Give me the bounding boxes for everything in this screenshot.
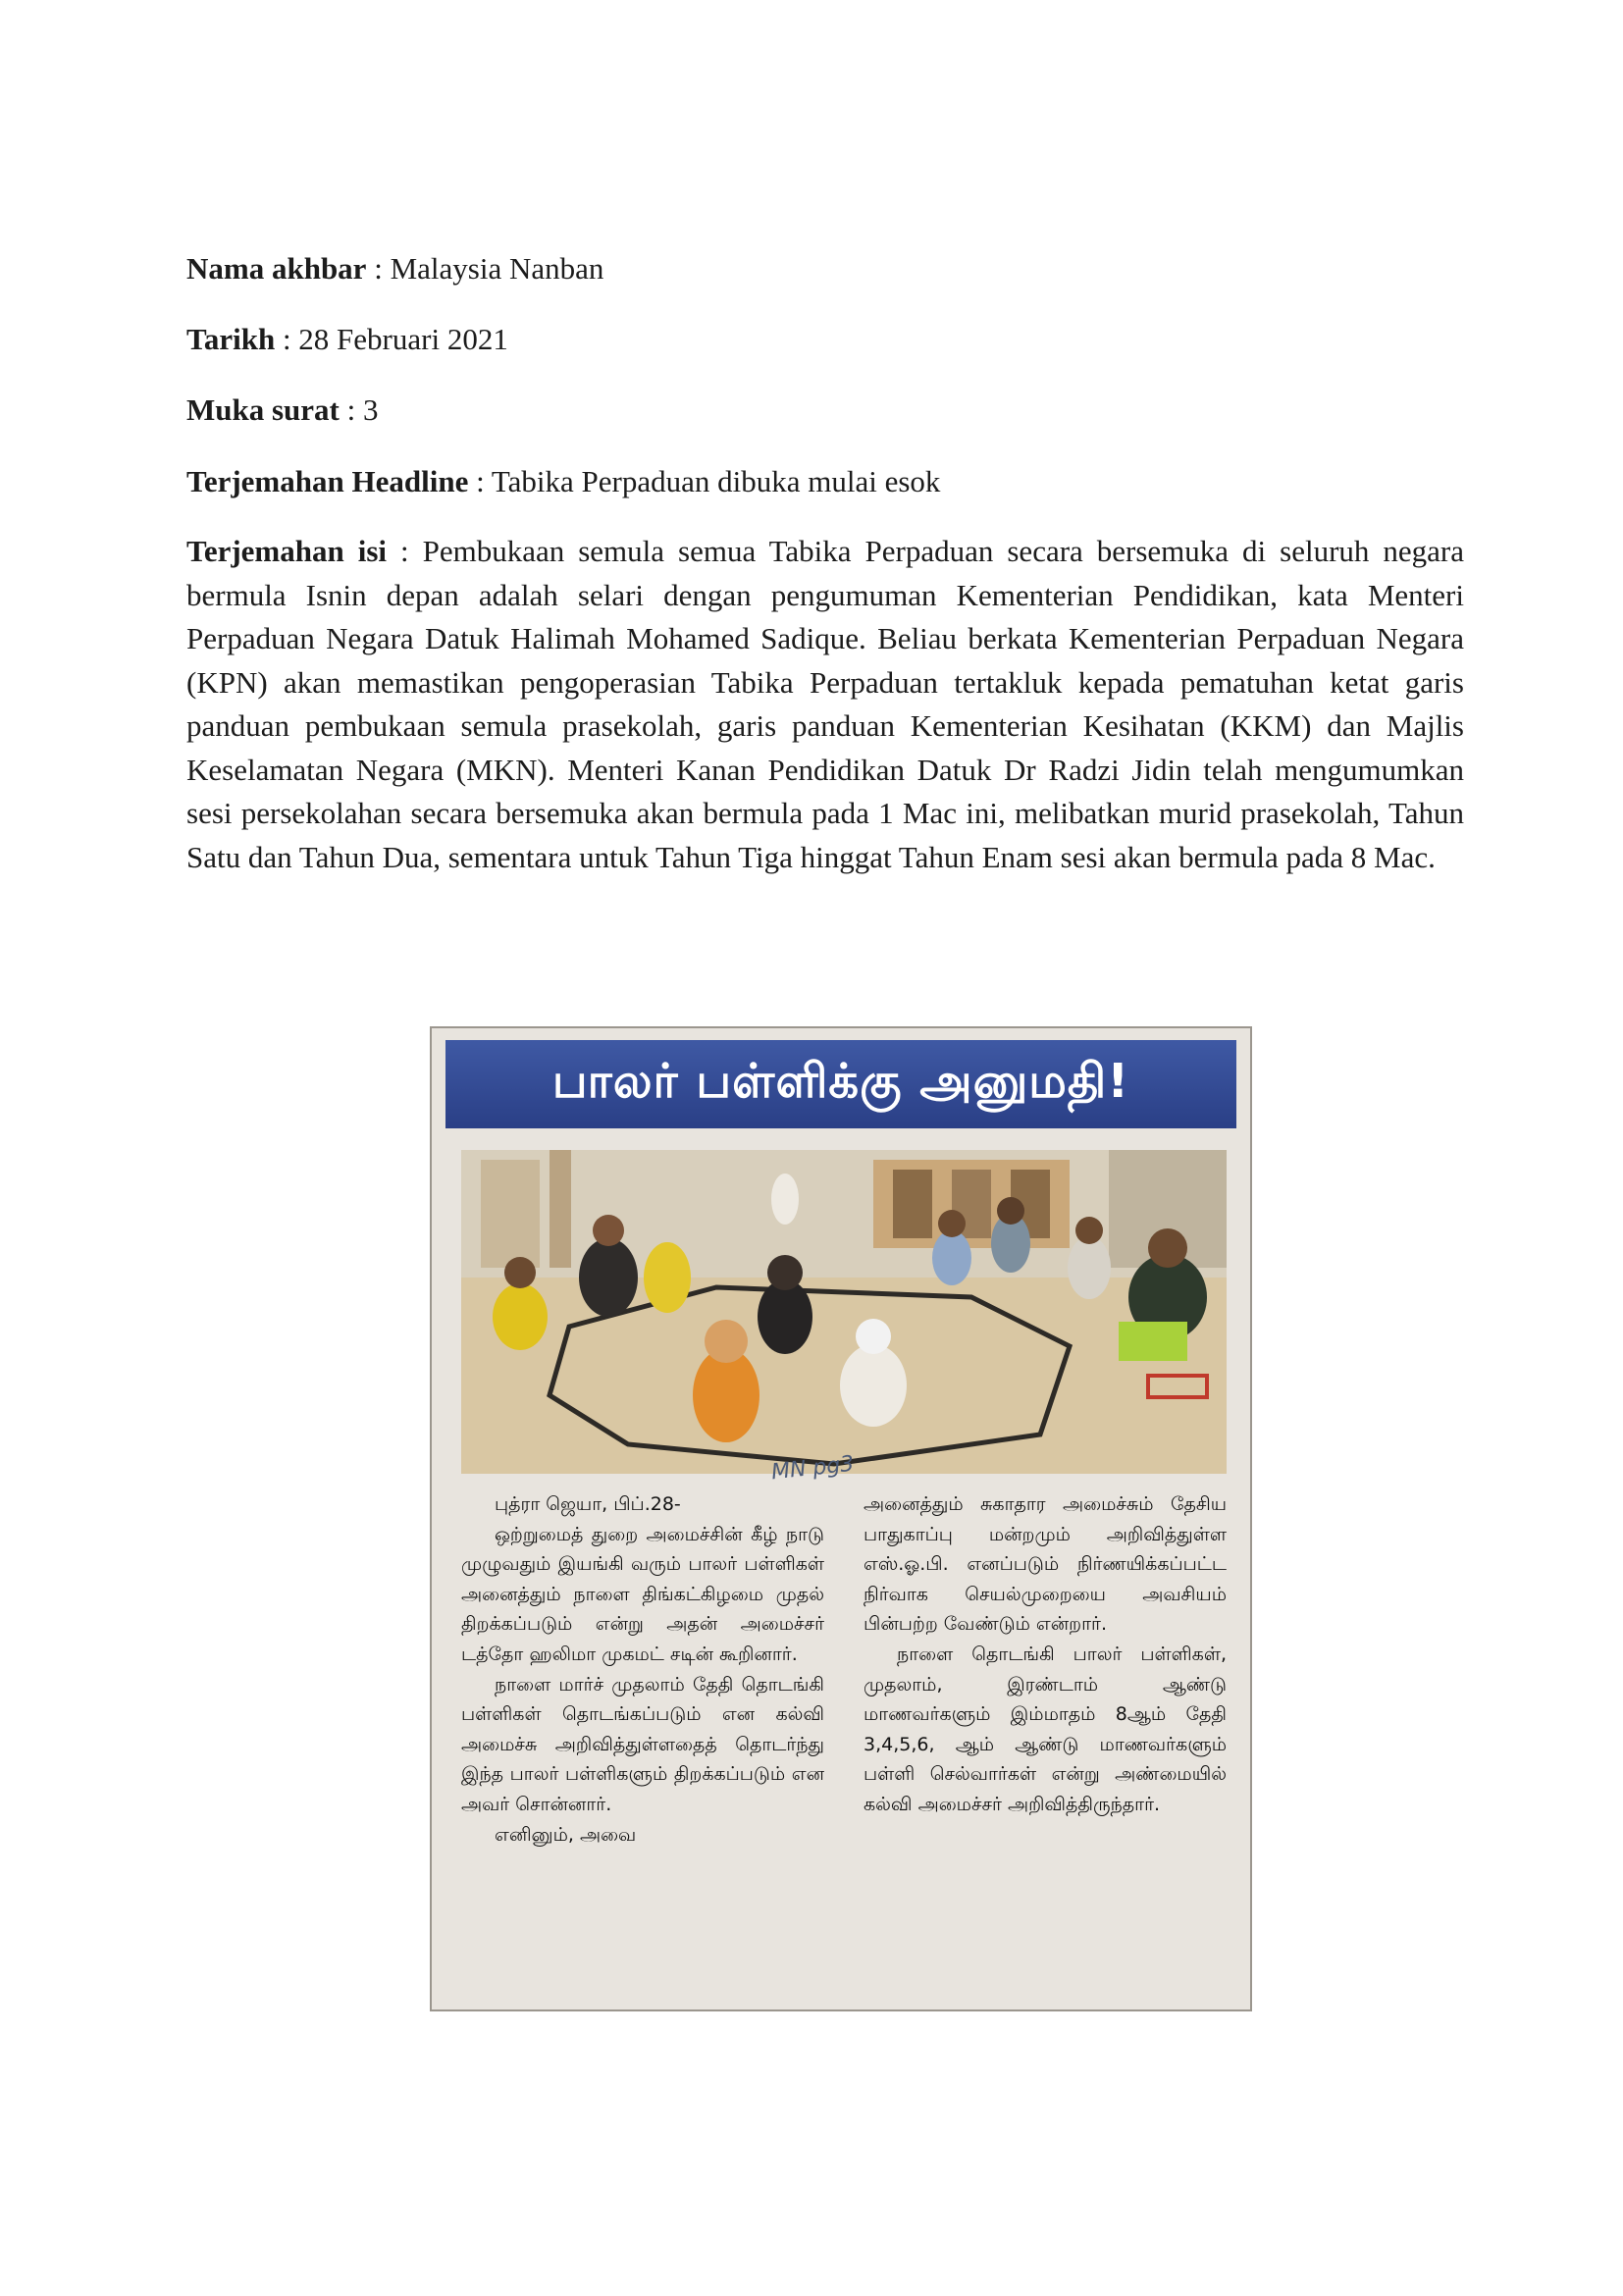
clipping-headline: பாலர் பள்ளிக்கு அனுமதி! [551,1054,1130,1109]
paragraph: அனைத்தும் சுகாதார அமைச்சும் தேசிய பாதுகாப்பு மன்றமும் அறிவித்துள்ள எஸ்.ஓ.பி. எனப்படும் நிர்ணயிக்கப்பட்ட நிர்வாக செயல்முறையை அவசியம் பின்பற்ற வேண்டும் என்றார். [864,1493,1227,1636]
content-translation-value: : Pembukaan semula semua Tabika Perpaduan secara bersemuka di seluruh negara bermula Isnin depan adalah selari dengan pengumuman Kementerian Pendidikan, kata Menteri Perpaduan Negara Datuk Halimah Mohamed Sadique. Beliau berkata Kementerian Perpaduan Negara (KPN) akan memastikan pengoperasian Tabika Perpaduan tertakluk kepada pematuhan ketat garis panduan pembukaan semula prasekolah, garis panduan Kementerian Kesihatan (KKM) dan Majlis Keselamatan Negara (MKN). Menteri Kanan Pendidikan Datuk Dr Radzi Jidin telah mengumumkan sesi persekolahan secara bersemuka akan bermula pada 1 Mac ini, melibatkan murid prasekolah, Tahun Satu dan Tahun Dua, sementara untuk Tahun Tiga hinggat Tahun Enam sesi akan bermula pada 8 Mac. [186,534,1464,874]
clipping-photo [461,1150,1227,1474]
date-value: : 28 Februari 2021 [275,322,508,356]
content-translation [186,530,1464,879]
paragraph: நாளை தொடங்கி பாலர் பள்ளிகள், முதலாம், இரண்டாம் ஆண்டு மாணவர்களும் இம்மாதம் 8ஆம் தேதி 3,4,5,6, ஆம் ஆண்டு மாணவர்களும் பள்ளி செல்வார்கள் என்று அண்மையில் கல்வி அமைச்சர் அறிவித்திருந்தார். [864,1643,1227,1815]
date-line [186,320,508,359]
newspaper-name-label: Nama akhbar [186,251,367,286]
headline-translation-label: Terjemahan Headline [186,464,469,498]
paragraph: நாளை மார்ச் முதலாம் தேதி தொடங்கி பள்ளிகள் தொடங்கப்படும் என கல்வி அமைச்சு அறிவித்துள்ளதைத் தொடர்ந்து இந்த பாலர் பள்ளிகளும் திறக்கப்படும் என அவர் சொன்னார். [461,1673,824,1815]
handwritten-note: MN pg3 [769,1451,856,1486]
newspaper-name-value: : Malaysia Nanban [366,251,604,286]
classroom-photo-illustration [461,1150,1227,1474]
page-number-line [186,391,379,430]
newspaper-name-line [186,249,603,288]
clipping-column-1 [461,1489,824,2000]
headline-translation-line [186,462,940,501]
clipping-headline-bar [445,1040,1236,1128]
date-label: Tarikh [186,322,276,356]
newspaper-clipping [432,1028,1250,2009]
page-number-value: : 3 [339,392,379,427]
clipping-column-2 [864,1489,1227,2000]
page-number-label: Muka surat [186,392,340,427]
headline-translation-value: : Tabika Perpaduan dibuka mulai esok [468,464,941,498]
clipping-body [461,1489,1227,2000]
paragraph: ஒற்றுமைத் துறை அமைச்சின் கீழ் நாடு முழுவதும் இயங்கி வரும் பாலர் பள்ளிகள் அனைத்தும் நாளை திங்கட்கிழமை முதல் திறக்கப்படும் என்று அதன் அமைச்சர் டத்தோ ஹலிமா முகமட் சடின் கூறினார். [461,1523,824,1665]
dateline: புத்ரா ஜெயா, பிப்.28- [495,1493,681,1515]
paragraph: எனினும், அவை [495,1823,637,1846]
content-translation-label: Terjemahan isi [186,534,388,568]
